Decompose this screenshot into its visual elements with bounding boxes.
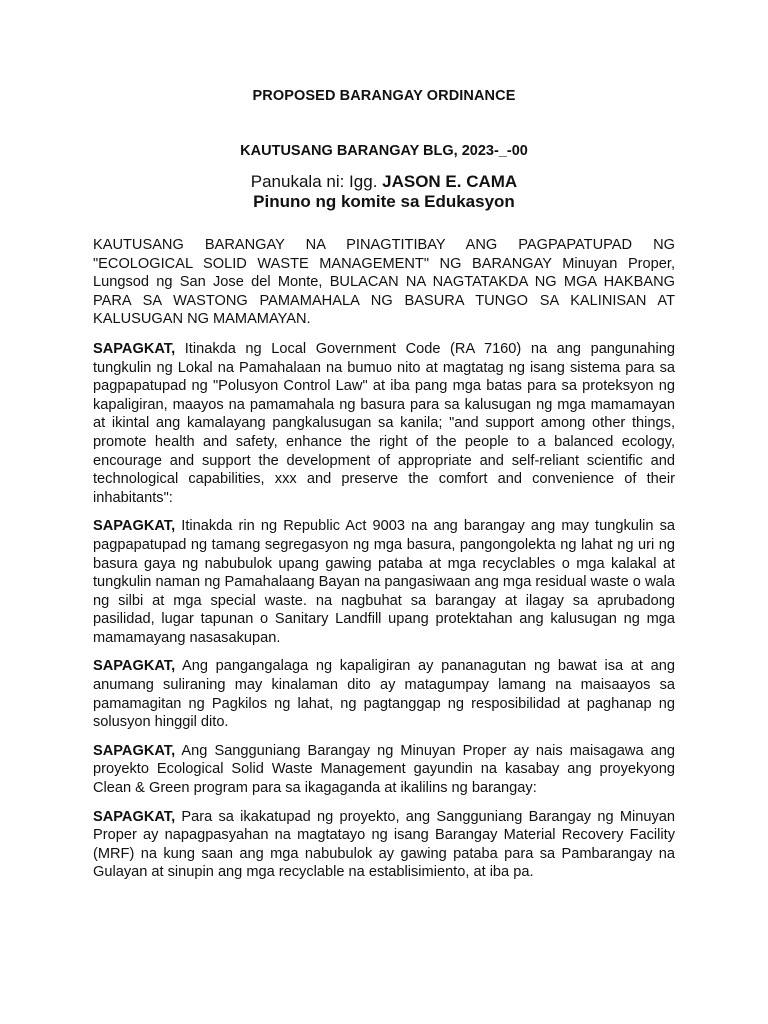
- document-title: PROPOSED BARANGAY ORDINANCE: [252, 88, 516, 104]
- clause-text: Para sa ikakatupad ng proyekto, ang Sangguniang Barangay ng Minuyan Proper ay napagpasyahan na magtatayo ng isang Barangay Material Recovery Facility (MRF) na kung saan ang mga nabubulok ay gawing pataba para sa Pambarangay na Gulayan at sinupin ang mga recyclable na establisimiento, at iba pa.: [93, 808, 675, 881]
- clause-lead: SAPAGKAT,: [93, 340, 176, 357]
- committee-line: Pinuno ng komite sa Edukasyon: [253, 192, 515, 211]
- clause-paragraph: [93, 742, 675, 798]
- clause-paragraph: [93, 340, 675, 507]
- clause-lead: SAPAGKAT,: [93, 658, 176, 675]
- author-prefix: Panukala ni: Igg.: [250, 172, 383, 191]
- author-line: [0, 172, 768, 192]
- clause-paragraph: [93, 657, 675, 731]
- clause-lead: SAPAGKAT,: [93, 808, 176, 825]
- author-name: JASON E. CAMA: [382, 172, 518, 191]
- clause-lead: SAPAGKAT,: [93, 742, 176, 759]
- clause-lead: SAPAGKAT,: [93, 518, 176, 535]
- clause-text: Itinakda ng Local Government Code (RA 7160) na ang pangunahing tungkulin ng Lokal na Pamahalaan na bumuo nito at magtatag ng isang sistema para sa pagpapatupad ng "Polusyon Control Law" at iba pang mga batas para sa proteksyon ng kapaligiran, maayos na pamamahala ng basura para sa kalusugan ng mga mamamayan at ikintal ang kamalayang pangkalusugan sa kanila; "and support among other things, promote health and safety, enhance the right of the people to a balanced ecology, encourage and support the development of appropriate and self-reliant scientific and technological capabilities, xxx and preserve the comfort and convenience of their inhabitants":: [93, 340, 675, 506]
- intro-paragraph: KAUTUSANG BARANGAY NA PINAGTITIBAY ANG PAGPAPATUPAD NG "ECOLOGICAL SOLID WASTE MANAGEMENT" NG BARANGAY Minuyan Proper, Lungsod ng San Jose del Monte, BULACAN NA NAGTATAKDA NG MGA HAKBANG PARA SA WASTONG PAMAMAHALA NG BASURA TUNGO SA KALINISAN AT KALUSUGAN NG MAMAMAYAN.: [93, 237, 675, 328]
- clause-text: Ang Sangguniang Barangay ng Minuyan Proper ay nais maisagawa ang proyekto Ecological Solid Waste Management gayundin na kasabay ang proyekyong Clean & Green program para sa ikagaganda at ikalilins ng barangay:: [93, 742, 675, 797]
- clause-text: Ang pangangalaga ng kapaligiran ay pananagutan ng bawat isa at ang anumang suliraning may kinalaman dito ay matagumpay lamang na maisaayos sa pamamagitan ng Pagkilos ng lahat, ng pagtanggap ng resposibilidad at paghanap ng solusyon hinggil dito.: [93, 658, 675, 731]
- clause-paragraph: [93, 808, 675, 882]
- clause-paragraph: [93, 517, 675, 647]
- clause-text: Itinakda rin ng Republic Act 9003 na ang barangay ang may tungkulin sa pagpapatupad ng tamang segregasyon ng mga basura, pangongolekta ng lahat ng uri ng basura gaya ng nabubulok upang gawing pataba at mga recyclables o mga kalakal at tungkulin naman ng Pamahalaang Bayan na pangasiwaan ang mga residual waste o wala ng silbi at mga special waste. na nagbuhat sa barangay at ilagay sa aprubadong pasilidad, lugar tapunan o Sanitary Landfill upang protektahan ang kalusugan ng mga mamamayang nasasakupan.: [93, 518, 675, 646]
- ordinance-number: KAUTUSANG BARANGAY BLG, 2023-_-00: [240, 143, 528, 159]
- document-body: [93, 236, 675, 892]
